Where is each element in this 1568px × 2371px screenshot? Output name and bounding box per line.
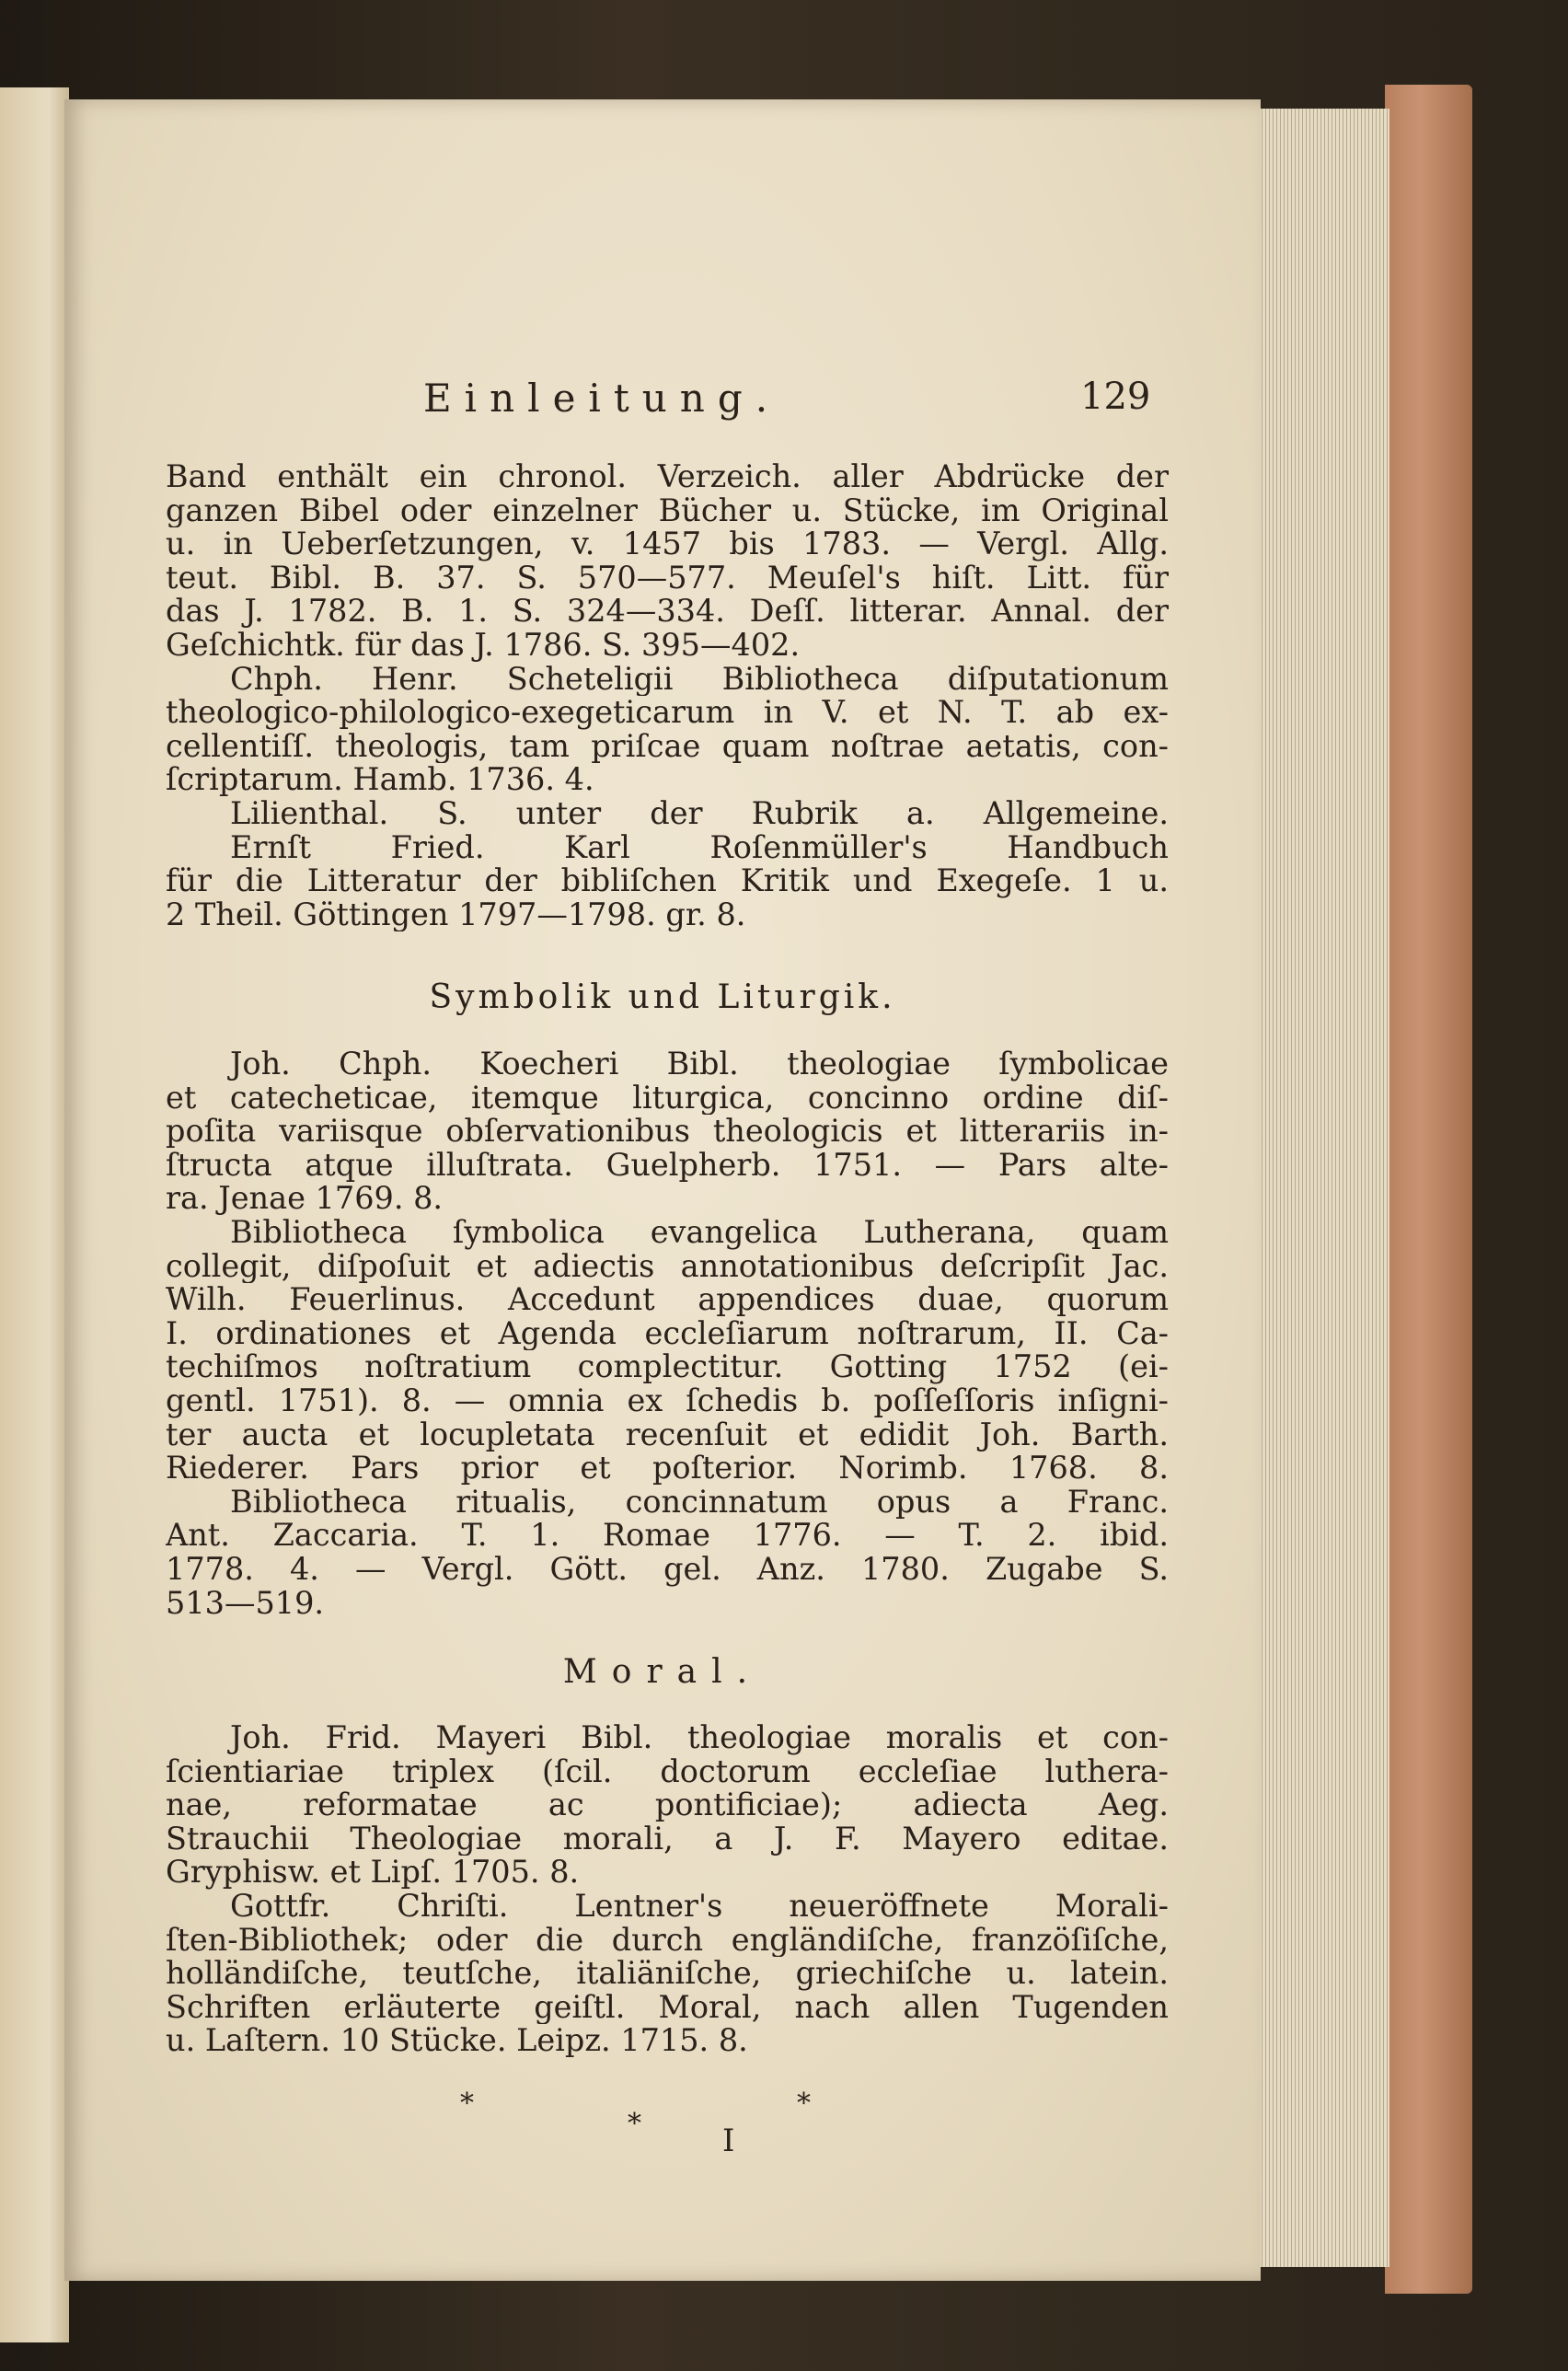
text-line: Ernſt Fried. Karl Roſenmüller's Handbuch [230, 830, 1169, 865]
book-page [64, 99, 1261, 2281]
text-line: 513—519. [166, 1586, 325, 1621]
asterisk: * [460, 2088, 474, 2120]
text-line: 2 Theil. Göttingen 1797—1798. gr. 8. [166, 897, 746, 932]
book-cover-edge [1385, 85, 1472, 2294]
text-line: Joh. Frid. Mayeri Bibl. theologiae moralis et con- [230, 1721, 1169, 1755]
section-heading-symbolik: Symbolik und Liturgik. [429, 978, 896, 1016]
text-line: ganzen Bibel oder einzelner Bücher u. Stücke, im Original [166, 493, 1169, 528]
page-number: 129 [1080, 376, 1151, 418]
text-line: Geſchichtk. für das J. 1786. S. 395—402. [166, 628, 801, 663]
text-line: Bibliotheca ſymbolica evangelica Lutherana, quam [230, 1215, 1169, 1250]
text-line: ſten-Bibliothek; oder die durch engländiſche, franzöſiſche, [166, 1923, 1169, 1958]
text-line: et catecheticae, itemque liturgica, concinno ordine diſ- [166, 1081, 1169, 1116]
text-line: ſcientiariae triplex (ſcil. doctorum eccleſiae luthera- [166, 1754, 1169, 1789]
text-line: theologico-philologico-exegeticarum in V. et N. T. ab ex- [166, 696, 1169, 730]
text-line: ter aucta et locupletata recenſuit et edidit Joh. Barth. [166, 1417, 1169, 1452]
text-line: gentl. 1751). 8. — omnia ex ſchedis b. poſſeſſoris inſigni- [166, 1383, 1169, 1418]
text-line: nae, reformatae ac pontificiae); adiecta Aeg. [166, 1788, 1169, 1822]
page-block-edge [1251, 109, 1389, 2267]
text-line: teut. Bibl. B. 37. S. 570—577. Meuſel's hiſt. Litt. für [166, 561, 1169, 596]
text-line: Wilh. Feuerlinus. Accedunt appendices duae, quorum [166, 1283, 1169, 1317]
text-line: Joh. Chph. Koecheri Bibl. theologiae ſymbolicae [230, 1047, 1169, 1081]
text-line: Ant. Zaccaria. T. 1. Romae 1776. — T. 2. ibid. [166, 1519, 1169, 1553]
section-heading-moral: Moral. [562, 1653, 763, 1691]
asterisk: * [797, 2088, 811, 2120]
text-line: Band enthält ein chronol. Verzeich. aller Abdrücke der [166, 460, 1169, 494]
text-line: ſcriptarum. Hamb. 1736. 4. [166, 763, 594, 797]
text-line: Schriften erläuterte geiſtl. Moral, nach allen Tugenden [166, 1990, 1169, 2025]
running-title: Einleitung. [423, 376, 781, 421]
text-line: techiſmos noſtratium complectitur. Gotting 1752 (ei- [166, 1350, 1169, 1384]
text-line: collegit, diſpoſuit et adiectis annotationibus deſcripſit Jac. [166, 1249, 1169, 1284]
page-header [64, 376, 1261, 440]
text-line: u. Laſtern. 10 Stücke. Leipz. 1715. 8. [166, 2024, 748, 2058]
text-line: ra. Jenae 1769. 8. [166, 1182, 444, 1216]
text-line: das J. 1782. B. 1. S. 324—334. Deſſ. litterar. Annal. der [166, 595, 1169, 629]
text-line: 1778. 4. — Vergl. Gött. gel. Anz. 1780. Zugabe S. [166, 1552, 1169, 1587]
text-line: cellentiſſ. theologis, tam priſcae quam noſtrae aetatis, con- [166, 729, 1169, 764]
text-line: Strauchii Theologiae morali, a J. F. Mayero editae. [166, 1822, 1169, 1856]
text-line: Bibliotheca ritualis, concinnatum opus a Franc. [230, 1485, 1169, 1520]
text-line: poſita variisque obſervationibus theologicis et litterariis in- [166, 1115, 1169, 1149]
text-line: für die Litteratur der bibliſchen Kritik und Exegeſe. 1 u. [166, 864, 1169, 898]
text-line: Gottfr. Chriſti. Lentner's neueröffnete Morali- [230, 1889, 1169, 1924]
asterisk: * [628, 2108, 641, 2140]
footer-asterisks [64, 2088, 1261, 2140]
text-line: I. ordinationes et Agenda eccleſiarum noſtrarum, II. Ca- [166, 1316, 1169, 1351]
bibliography-block-2 [166, 1047, 1169, 1620]
text-line: Riederer. Pars prior et poſterior. Norimb. 1768. 8. [166, 1452, 1169, 1486]
bibliography-block-3 [166, 1721, 1169, 2058]
printer-signature-mark: I [722, 2122, 735, 2159]
facing-page-edge [0, 87, 69, 2342]
bibliography-block-1 [166, 460, 1169, 931]
text-line: Chph. Henr. Scheteligii Bibliotheca diſputationum [230, 662, 1169, 697]
text-line: Gryphisw. et Lipſ. 1705. 8. [166, 1856, 580, 1890]
text-line: Lilienthal. S. unter der Rubrik a. Allgemeine. [230, 796, 1169, 831]
text-line: ſtructa atque illuſtrata. Guelpherb. 1751. — Pars alte- [166, 1148, 1169, 1183]
text-line: holländiſche, teutſche, italiäniſche, griechiſche u. latein. [166, 1957, 1169, 1991]
text-line: u. in Ueberſetzungen, v. 1457 bis 1783. — Vergl. Allg. [166, 527, 1169, 561]
